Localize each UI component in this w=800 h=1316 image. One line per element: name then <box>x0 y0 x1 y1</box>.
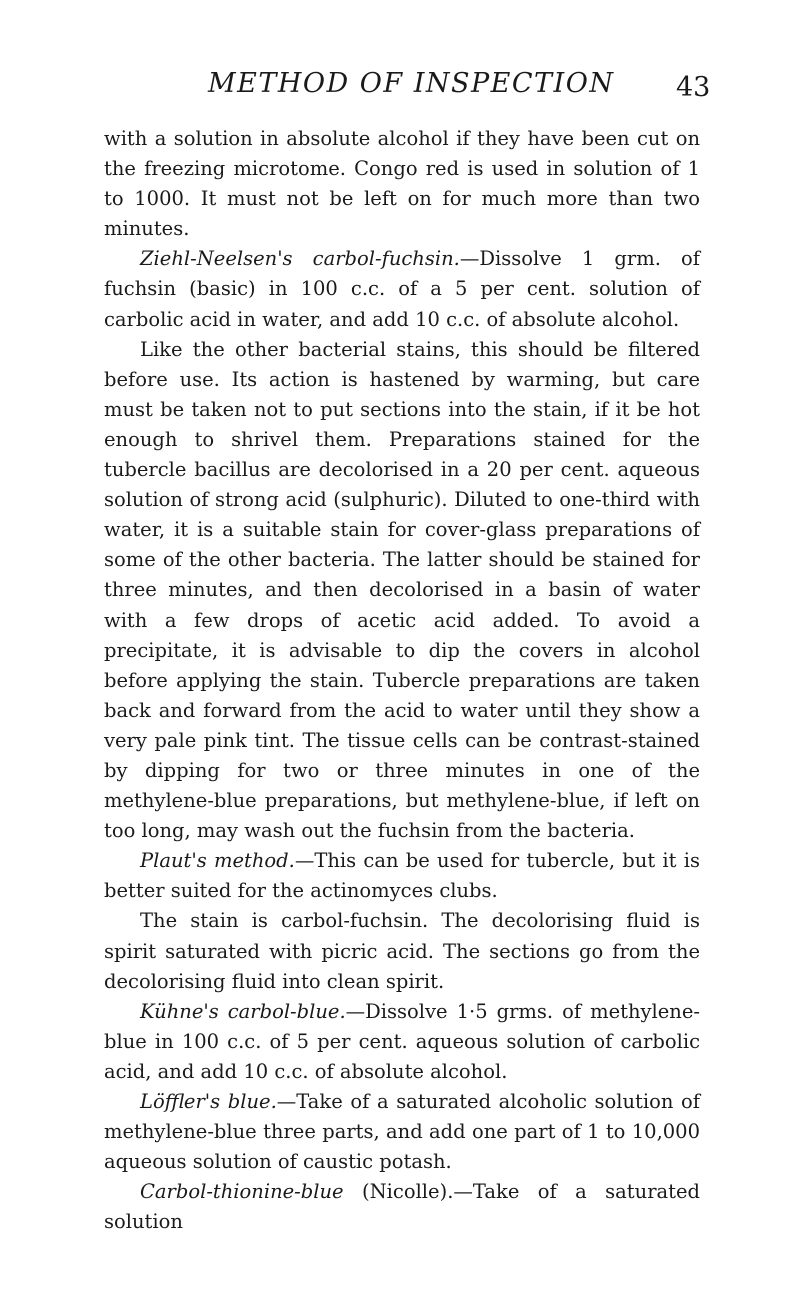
paragraph-text: (Nicolle).—Take of a saturated solution <box>104 1180 700 1234</box>
paragraph-bacterial-stains <box>104 335 700 847</box>
paragraph-loffler-blue <box>104 1087 700 1177</box>
paragraph-text: —This can be used for tubercle, but it is better suited for the actinomyces clubs. <box>104 849 700 903</box>
paragraph-text: The stain is carbol-fuchsin. The decolorising fluid is spirit saturated with picric acid. The sections go from the decolorising fluid into clean spirit. <box>104 909 700 993</box>
paragraph-lead: Löffler's blue. <box>140 1090 277 1113</box>
page-number: 43 <box>676 72 711 103</box>
paragraph-lead: Kühne's carbol-blue. <box>140 999 346 1023</box>
paragraph-text: with a solution in absolute alcohol if they have been cut on the freezing microtome. Congo red is used in solution of 1 to 1000. It must not be left on for much more than two minutes. <box>104 127 700 241</box>
page-body <box>104 124 700 1237</box>
paragraph-text: —Dissolve 1·5 grms. of methylene-blue in 100 c.c. of 5 per cent. aqueous solution of carbolic acid, and add 10 c.c. of absolute alcohol. <box>104 999 700 1083</box>
running-title: METHOD OF INSPECTION <box>208 68 615 99</box>
paragraph-lead: Carbol-thionine-blue <box>140 1180 344 1204</box>
paragraph-lead: Plaut's method. <box>140 849 295 873</box>
paragraph-text: Like the other bacterial stains, this should be filtered before use. Its action is hastened by warming, but care must be taken not to put sections into the stain, if it be hot enough to shrivel them. Preparations stained for the tubercle bacillus are decolorised in a 20 per cent. aqueous solution of strong acid (sulphuric). Diluted to one-third with water, it is a suitable stain for cover-glass preparations of some of the other bacteria. The latter should be stained for three minutes, and then decolorised in a basin of water with a few drops of acetic acid added. To avoid a precipitate, it is advisable to dip the covers in alcohol before applying the stain. Tubercle preparations are taken back and forward from the acid to water until they show a very pale pink tint. The tissue cells can be contrast-stained by dipping for two or three minutes in one of the methylene-blue preparations, but methylene-blue, if left on too long, may wash out the fuchsin from the bacteria. <box>104 337 700 843</box>
paragraph-ziehl-neelsen <box>104 244 700 334</box>
paragraph-lead: Ziehl-Neelsen's carbol-fuchsin. <box>140 247 460 271</box>
paragraph-decolorising-fluid <box>104 906 700 996</box>
paragraph-text: —Take of a saturated alcoholic solution of methylene-blue three parts, and add one part of 1 to 10,000 aqueous solution of caustic potash. <box>104 1090 701 1174</box>
paragraph-plaut-method <box>104 846 700 906</box>
paragraph-congo-red <box>104 124 700 244</box>
paragraph-kuhne-carbol-blue <box>104 997 700 1087</box>
paragraph-carbol-thionine-blue <box>104 1177 700 1237</box>
paragraph-text: —Dissolve 1 grm. of fuchsin (basic) in 100 c.c. of a 5 per cent. solution of carbolic acid in water, and add 10 c.c. of absolute alcohol. <box>104 247 700 331</box>
page-header <box>0 64 800 104</box>
